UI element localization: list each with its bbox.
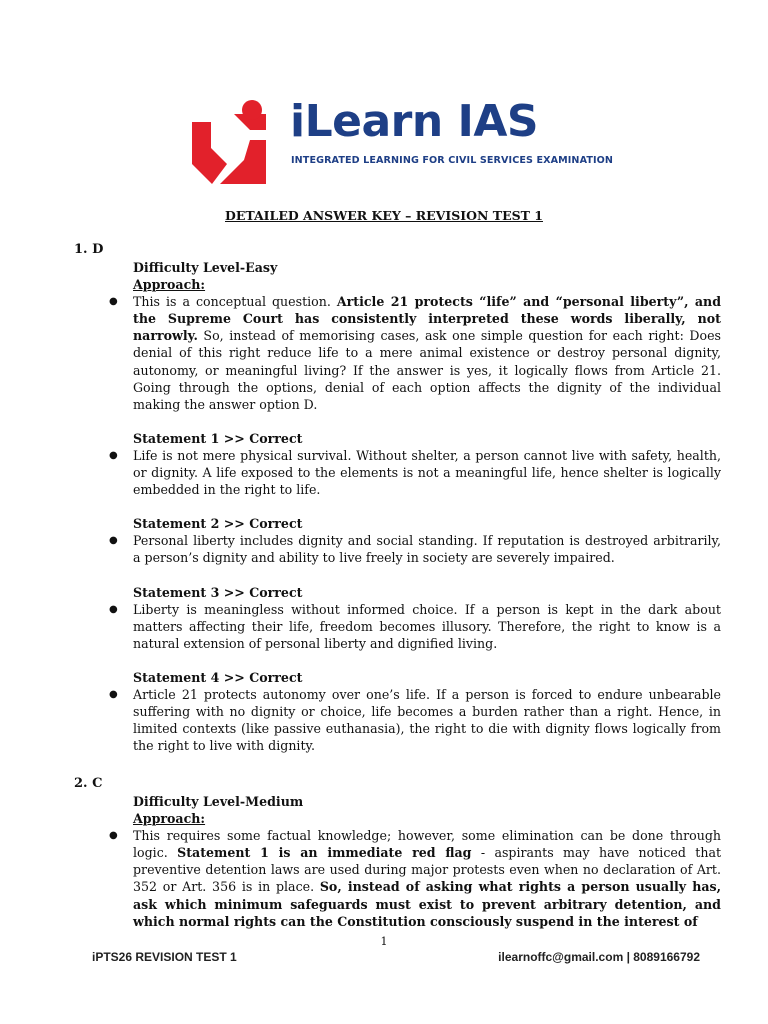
page-title: DETAILED ANSWER KEY – REVISION TEST 1 xyxy=(225,208,543,223)
statement-4-text: ● Article 21 protects autonomy over one’s life. If a person is forced to endure unbearable suffering with no dignity or choice, life becomes a burden rather than a right. Hence, in limited contexts (like passive euthanasia), the right to die with dignity flows logically from the right to live with dignity. xyxy=(133,686,721,754)
page-number: 1 xyxy=(380,935,388,948)
question-2-answer: 2. C xyxy=(74,776,103,791)
brand-name: iLearn IAS xyxy=(290,96,539,147)
statement-1-text: ● Life is not mere physical survival. Without shelter, a person cannot live with safety, health, or dignity. A life exposed to the elements is not a meaningful life, hence shelter is logically embedded in the right to life. xyxy=(133,447,721,498)
ilearn-logo-icon xyxy=(192,100,282,184)
difficulty-label: Difficulty Level-Easy xyxy=(133,260,278,275)
approach-text: ● This is a conceptual question. Article 21 protects “life” and “personal liberty”, and the Supreme Court has consistently interpreted these words liberally, not narrowly. So, instead of memorising cases, ask one simple question for each right: Does denial of this right reduce life to a mere animal existence or destroy personal dignity, autonomy, or meaningful living? If the answer is yes, it logically flows from Article 21. Going through the options, denial of each option affects the dignity of the individual making the answer option D. xyxy=(133,293,721,413)
statement-4-verdict: Statement 4 >> Correct xyxy=(133,669,303,685)
statement-3-verdict: Statement 3 >> Correct xyxy=(133,584,303,600)
approach-label: Approach: xyxy=(133,277,206,293)
question-1-explanation xyxy=(133,259,721,754)
statement-3-text: ● Liberty is meaningless without informed choice. If a person is kept in the dark about matters affecting their life, freedom becomes illusory. Therefore, the right to know is a natural extension of personal liberty and dignified living. xyxy=(133,601,721,652)
statement-1-verdict: Statement 1 >> Correct xyxy=(133,430,303,446)
footer-test-name: iPTS26 REVISION TEST 1 xyxy=(92,950,237,964)
question-2-explanation xyxy=(133,793,721,930)
approach-text: ● This requires some factual knowledge; however, some elimination can be done through logic. Statement 1 is an immediate red flag - aspirants may have noticed that preventive detention laws are used during major protests even when no declaration of Art. 352 or Art. 356 is in place. So, instead of asking what rights a person usually has, ask which minimum safeguards must exist to prevent arbitrary detention, and which normal rights can the Constitution consciously suspend in the interest of xyxy=(133,827,721,930)
statement-2-text: ● Personal liberty includes dignity and social standing. If reputation is destroyed arbitrarily, a person’s dignity and ability to live freely in society are severely impaired. xyxy=(133,532,721,566)
footer-contact: ilearnoffc@gmail.com | 8089166792 xyxy=(498,950,700,964)
question-1-answer: 1. D xyxy=(74,242,104,257)
statement-2-verdict: Statement 2 >> Correct xyxy=(133,516,303,532)
difficulty-label: Difficulty Level-Medium xyxy=(133,794,304,809)
brand-logo xyxy=(192,96,614,184)
approach-label: Approach: xyxy=(133,811,206,827)
brand-tagline: INTEGRATED LEARNING FOR CIVIL SERVICES EXAMINATION xyxy=(291,155,614,166)
